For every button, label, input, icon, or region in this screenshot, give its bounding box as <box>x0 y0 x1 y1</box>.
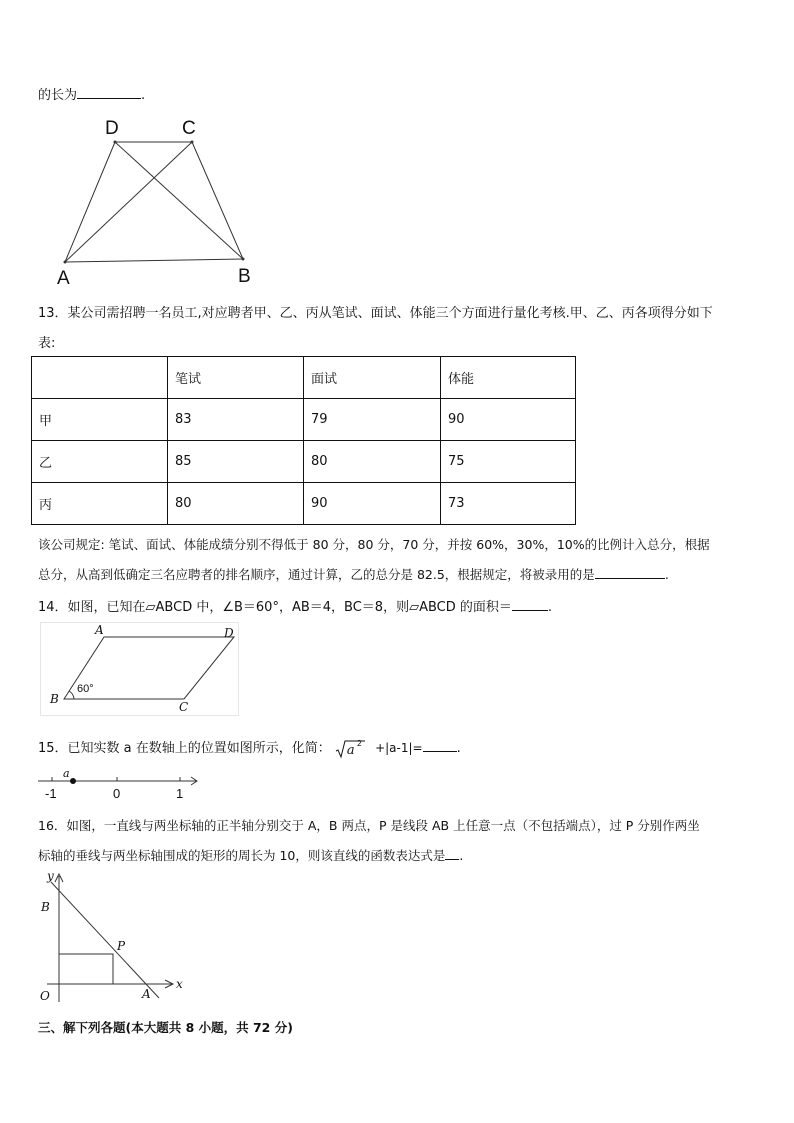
q12-trapezoid-figure <box>50 112 280 292</box>
q12-tail-text: 的长为 <box>38 88 78 103</box>
table-cell: 75 <box>441 441 576 483</box>
q12-answer-blank[interactable] <box>77 86 141 99</box>
q13-line1: 13．某公司需招聘一名员工,对应聘者甲、乙、丙从笔试、面试、体能三个方面进行量化考核.甲、乙、丙各项得分如下 <box>38 306 713 321</box>
q12-tail-line <box>38 84 145 103</box>
q13-answer-blank[interactable] <box>595 566 665 579</box>
point-a-label: a <box>63 767 70 780</box>
table-header-cell: 笔试 <box>168 357 304 399</box>
q15-line <box>38 737 461 758</box>
q13-rule-line2 <box>38 565 669 583</box>
q16-end: . <box>459 848 464 863</box>
rectangle-from-p <box>59 954 113 984</box>
q16-line2 <box>38 846 463 864</box>
table-row <box>32 483 576 525</box>
q15-after-sqrt: +|a-1|= <box>375 741 423 755</box>
sqrt-expression <box>335 740 365 758</box>
vertex-a-label: A <box>95 623 104 637</box>
tick-label: 1 <box>176 786 184 801</box>
trapezoid-edge-cb <box>192 142 243 259</box>
q13-score-table <box>31 356 576 525</box>
table-header-row <box>32 357 576 399</box>
point-p-label: P <box>117 939 126 953</box>
table-cell: 甲 <box>32 399 168 441</box>
table-cell: 73 <box>441 483 576 525</box>
tick-label: -1 <box>45 786 57 801</box>
q13-rule-end: . <box>664 567 669 582</box>
table-cell: 90 <box>304 483 441 525</box>
tick-label: 0 <box>113 786 121 801</box>
y-axis-label: y <box>47 869 54 883</box>
table-cell: 79 <box>304 399 441 441</box>
q15-text: 15．已知实数 a 在数轴上的位置如图所示，化简： <box>38 741 331 756</box>
angle-60-label: 60° <box>77 683 94 695</box>
table-cell: 80 <box>168 483 304 525</box>
trapezoid-edge-da <box>65 142 115 262</box>
q14-parallelogram-figure <box>40 622 240 717</box>
q16-coordinate-figure <box>35 868 195 1008</box>
line-ab <box>51 882 159 998</box>
section-3-title: 三、解下列各题(本大题共 8 小题，共 72 分) <box>38 1020 293 1035</box>
vertex-b-label: B <box>238 266 251 287</box>
vertex-c-label: C <box>182 118 196 139</box>
q14-end: . <box>547 600 553 615</box>
vertex-c-label: C <box>179 700 189 714</box>
q14-answer-blank[interactable] <box>512 598 548 611</box>
table-cell: 85 <box>168 441 304 483</box>
point-b-label: B <box>41 900 50 914</box>
q16-line1: 16．如图，一直线与两坐标轴的正半轴分别交于 A，B 两点，P 是线段 AB 上任意一点（不包括端点），过 P 分别作两坐 <box>38 818 700 833</box>
q15-end: . <box>456 741 461 756</box>
q13-line2: 表: <box>38 336 56 351</box>
table-header-cell: 面试 <box>304 357 441 399</box>
vertex-b-label: B <box>50 692 59 706</box>
table-cell: 乙 <box>32 441 168 483</box>
sqrt-exponent: 2 <box>356 738 363 748</box>
vertex-d-label: D <box>224 626 234 640</box>
q13-rule-text: 总分，从高到低确定三名应聘者的排名顺序，通过计算，乙的总分是 82.5，根据规定，将被录用的是 <box>38 567 595 582</box>
diagonal-ac <box>65 142 192 262</box>
table-header-cell <box>32 357 168 399</box>
table-row <box>32 441 576 483</box>
table-cell: 90 <box>441 399 576 441</box>
table-cell: 80 <box>304 441 441 483</box>
vertex-a-label: A <box>57 268 70 289</box>
angle-b-arc <box>69 691 74 699</box>
table-row <box>32 399 576 441</box>
point-a-marker <box>70 778 76 784</box>
sqrt-radicand: a <box>346 742 355 758</box>
vertex-d-label: D <box>105 118 119 139</box>
q12-tail-end: . <box>141 88 146 103</box>
q16-answer-blank[interactable] <box>445 847 459 860</box>
q15-answer-blank[interactable] <box>423 739 457 752</box>
trapezoid-edge-ab <box>65 259 243 262</box>
origin-label: O <box>40 989 50 1003</box>
q14-text: 14．如图，已知在▱ABCD 中，∠B＝60°，AB＝4，BC＝8，则▱ABCD 的面积＝ <box>38 600 512 615</box>
table-header-cell: 体能 <box>441 357 576 399</box>
point-a-label: A <box>142 987 151 1001</box>
q16-text: 标轴的垂线与两坐标轴围成的矩形的周长为 10，则该直线的函数表达式是 <box>38 848 446 863</box>
q15-number-line <box>36 765 202 805</box>
x-axis-label: x <box>176 977 183 991</box>
q13-rule-line1: 该公司规定: 笔试、面试、体能成绩分别不得低于 80 分，80 分，70 分，并按 60%，30%，10%的比例计入总分，根据 <box>38 537 710 552</box>
table-cell: 丙 <box>32 483 168 525</box>
table-cell: 83 <box>168 399 304 441</box>
q14-line <box>38 596 552 615</box>
diagonal-bd <box>115 142 243 259</box>
